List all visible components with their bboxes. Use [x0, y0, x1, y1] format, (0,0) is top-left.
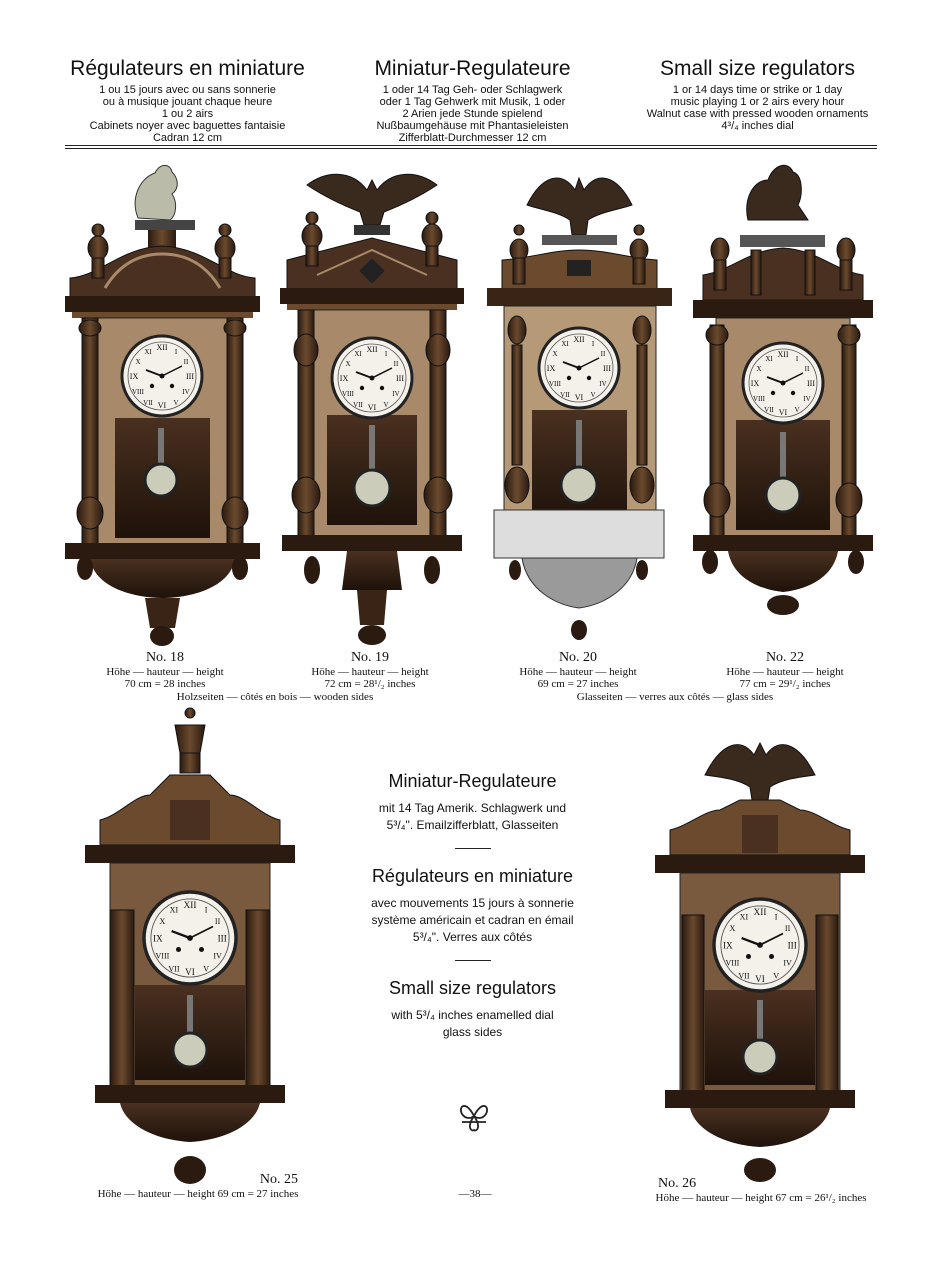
clock-illustration-22 [688, 150, 878, 640]
caption-line: Höhe — hauteur — height [519, 666, 637, 678]
header-french-title: Régulateurs en miniature [70, 57, 305, 80]
clock-illustration-25 [80, 705, 300, 1190]
sides-note-right: Glasseiten — verres aux côtés — glass sides [576, 691, 774, 703]
caption-no-22 [700, 650, 870, 690]
header-french-line: 1 ou 15 jours avec ou sans sonnerie [99, 84, 276, 96]
header-german-line: Zifferblatt-Durchmesser 12 cm [398, 132, 547, 144]
caption-line: Höhe — hauteur — height 69 cm = 27 inches [97, 1188, 299, 1200]
sides-note-left: Holzseiten — côtés en bois — wooden sides [176, 691, 374, 703]
middle-english-title: Small size regulators [388, 978, 557, 998]
middle-divider [455, 960, 491, 961]
header-english-line: 1 or 14 days time or strike or 1 day [672, 84, 843, 96]
header-rule [65, 145, 877, 146]
header-french [55, 56, 320, 144]
caption-no-19 [285, 650, 455, 690]
middle-german-line: mit 14 Tag Amerik. Schlagwerk und [378, 801, 567, 815]
header-french-line: Cabinets noyer avec baguettes fantaisie [89, 120, 286, 132]
header-french-line: ou à musique jouant chaque heure [102, 96, 273, 108]
caption-line: Höhe — hauteur — height [726, 666, 844, 678]
model-number: No. 18 [145, 650, 185, 665]
clock-illustration-20 [482, 150, 677, 650]
clover-monogram-icon [456, 1098, 492, 1132]
header-rule [65, 148, 877, 149]
header-german [340, 56, 605, 144]
middle-french-line: 5³/₄". Verres aux côtés [412, 930, 533, 944]
middle-divider [455, 848, 491, 849]
page-number: —38— [458, 1188, 492, 1200]
caption-line: 77 cm = 29¹/₂ inches [739, 678, 831, 690]
caption-line: 69 cm = 27 inches [537, 678, 619, 690]
clock-illustration-18 [60, 158, 265, 648]
header-english-line: music playing 1 or 2 airs every hour [670, 96, 845, 108]
middle-german-line: 5³/₄". Emailzifferblatt, Glasseiten [386, 818, 559, 832]
middle-description [340, 770, 605, 1041]
middle-french-title: Régulateurs en miniature [371, 866, 574, 886]
caption-line: 70 cm = 28 inches [124, 678, 206, 690]
header-german-line: 1 oder 14 Tag Geh- oder Schlagwerk [382, 84, 563, 96]
caption-no-26 [630, 1176, 892, 1204]
header-german-line: oder 1 Tag Gehwerk mit Musik, 1 oder [379, 96, 566, 108]
header-english-title: Small size regulators [660, 57, 855, 80]
model-number: No. 19 [350, 650, 390, 665]
middle-french-line: système américain et cadran en émail [371, 913, 574, 927]
caption-no-20 [493, 650, 663, 690]
header-german-line: 2 Arien jede Stunde spielend [402, 108, 543, 120]
caption-no-25 [68, 1172, 328, 1200]
middle-english-line: with 5³/₄ inches enamelled dial [391, 1008, 554, 1022]
header-french-line: 1 ou 2 airs [161, 108, 214, 120]
caption-no-18 [80, 650, 250, 690]
clock-illustration-26 [650, 705, 870, 1185]
header-german-line: Nußbaumgehäuse mit Phantasieleisten [376, 120, 569, 132]
clock-illustration-19 [272, 150, 472, 650]
caption-line: 72 cm = 28¹/₂ inches [324, 678, 416, 690]
middle-german-title: Miniatur-Regulateure [388, 771, 557, 791]
header-french-line: Cadran 12 cm [152, 132, 223, 144]
model-number: No. 20 [558, 650, 598, 665]
model-number: No. 26 [658, 1176, 697, 1191]
caption-line: Höhe — hauteur — height 67 cm = 26¹/₂ inches [655, 1192, 867, 1204]
middle-english-line: glass sides [442, 1025, 503, 1039]
header-german-title: Miniatur-Regulateure [374, 57, 571, 80]
model-number: No. 25 [259, 1172, 298, 1187]
header-english-line: Walnut case with pressed wooden ornaments [646, 108, 869, 120]
middle-french-line: avec mouvements 15 jours à sonnerie [371, 896, 574, 910]
caption-line: Höhe — hauteur — height [106, 666, 224, 678]
header-english-line: 4³/₄ inches dial [721, 120, 794, 132]
header-english [620, 56, 895, 132]
model-number: No. 22 [765, 650, 805, 665]
caption-line: Höhe — hauteur — height [311, 666, 429, 678]
